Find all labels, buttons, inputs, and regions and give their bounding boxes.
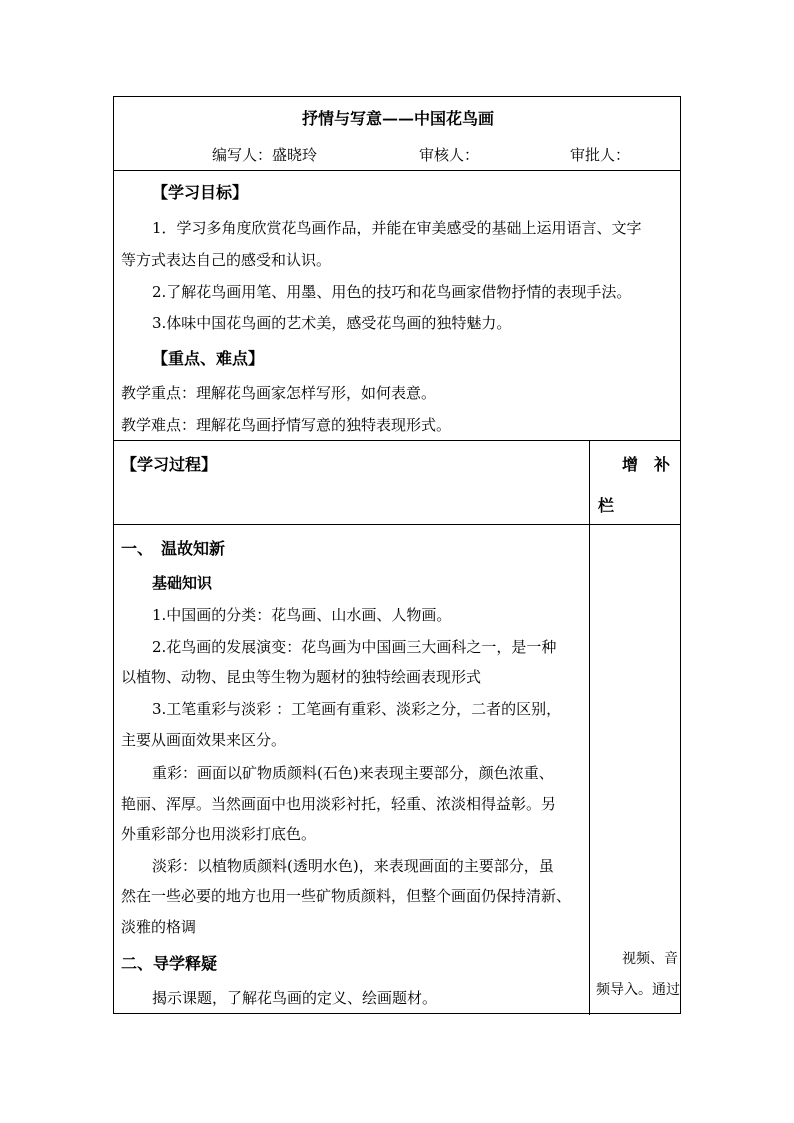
goals-line: 等方式表达自己的感受和认识。 <box>121 251 332 269</box>
goals-line: 2.了解花鸟画用笔、用墨、用色的技巧和花鸟画家借物抒情的表现手法。 <box>152 283 632 301</box>
document-table <box>113 96 681 1014</box>
goals-line: 1．学习多角度欣赏花鸟画作品，并能在审美感受的基础上运用语言、文字 <box>152 219 642 237</box>
side-note-line: 频导入。通过 <box>596 982 680 998</box>
section1-line: 然在一些必要的地方也用一些矿物质颜料，但整个画面仍保持清新、 <box>121 887 572 905</box>
keypoints-line: 教学重点：理解花鸟画家怎样写形，如何表意。 <box>121 384 437 402</box>
section1-line: 以植物、动物、昆虫等生物为题材的独特绘画表现形式 <box>121 668 482 686</box>
section1-line: 外重彩部分也用淡彩打底色。 <box>121 825 317 843</box>
section1-subheading: 基础知识 <box>152 574 213 592</box>
keypoints-line: 教学难点：理解花鸟画抒情写意的独特表现形式。 <box>121 416 452 434</box>
section1-line: 艳丽、浑厚。当然画面中也用淡彩衬托，轻重、浓淡相得益彰。另 <box>121 795 557 813</box>
page-title: 抒情与写意——中国花鸟画 <box>301 109 494 128</box>
row-divider <box>114 524 680 525</box>
section1-line: 3.工笔重彩与淡彩 ：工笔画有重彩、淡彩之分，二者的区别， <box>152 700 562 718</box>
goals-heading: 【学习目标】 <box>152 183 249 202</box>
section1-heading: 一、 温故知新 <box>121 539 226 558</box>
section1-line: 重彩：画面以矿物质颜料(石色)来表现主要部分，颜色浓重、 <box>152 764 554 782</box>
side-column-heading: 栏 <box>598 496 615 515</box>
row-divider <box>114 440 680 441</box>
section2-line: 揭示课题，了解花鸟画的定义、绘画题材。 <box>152 989 438 1007</box>
section1-line: 1.中国画的分类：花鸟画、山水画、人物画。 <box>152 606 452 624</box>
section1-line: 淡雅的格调 <box>121 918 197 936</box>
section1-line: 2.花鸟画的发展演变：花鸟画为中国画三大画科之一，是一种 <box>152 638 557 656</box>
author-label: 编写人：盛晓玲 <box>212 146 318 164</box>
keypoints-heading: 【重点、难点】 <box>152 349 265 368</box>
approver-label: 审批人： <box>570 146 631 164</box>
reviewer-label: 审核人： <box>419 146 480 164</box>
section1-line: 主要从画面效果来区分。 <box>121 731 287 749</box>
section1-line: 淡彩：以植物质颜料(透明水色)，来表现画面的主要部分，虽 <box>152 857 554 875</box>
side-column-heading: 增 补 <box>622 455 671 474</box>
side-column-divider <box>589 440 590 1015</box>
goals-line: 3.体味中国花鸟画的艺术美，感受花鸟画的独特魅力。 <box>152 314 512 332</box>
row-divider <box>114 170 680 171</box>
side-note-line: 视频、音 <box>622 951 678 967</box>
section2-heading: 二、导学释疑 <box>121 954 218 973</box>
process-heading: 【学习过程】 <box>121 455 218 474</box>
